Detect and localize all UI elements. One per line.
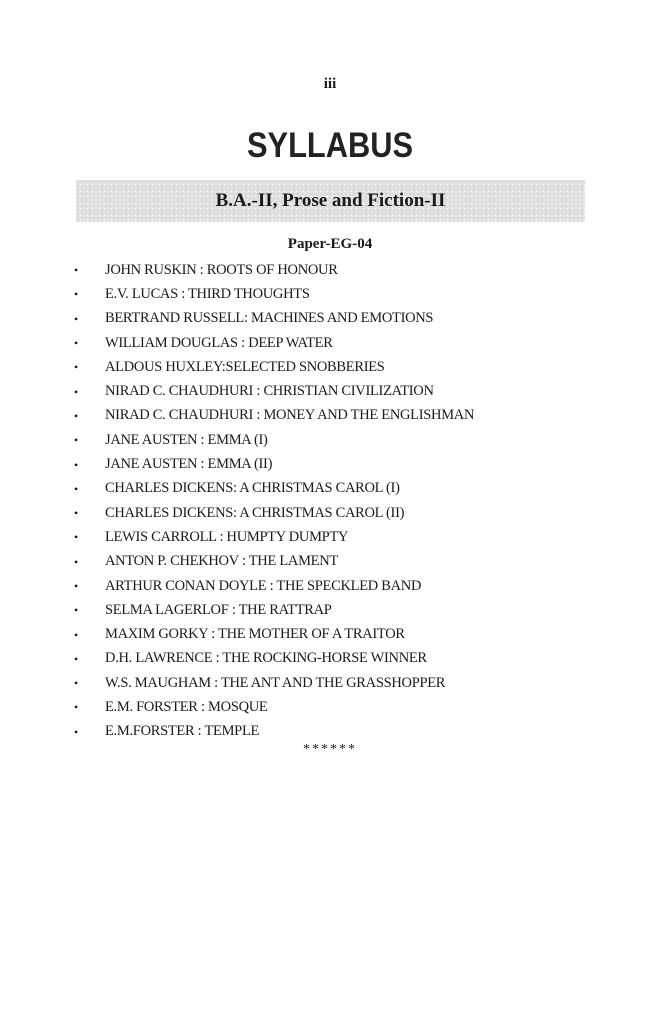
bullet-icon: • (74, 311, 78, 326)
item-text: E.M. FORSTER : MOSQUE (105, 698, 268, 715)
bullet-icon: • (74, 627, 78, 642)
bullet-icon: • (74, 506, 78, 521)
paper-code: Paper-EG-04 (287, 236, 373, 252)
list-item (74, 307, 614, 331)
bullet-icon: • (74, 676, 78, 691)
item-text: W.S. MAUGHAM : THE ANT AND THE GRASSHOPPER (105, 674, 446, 691)
bullet-icon: • (74, 408, 78, 423)
item-text: ANTON P. CHEKHOV : THE LAMENT (105, 553, 338, 570)
item-text: LEWIS CARROLL : HUMPTY DUMPTY (105, 528, 349, 545)
bullet-icon: • (74, 554, 78, 569)
item-text: E.V. LUCAS : THIRD THOUGHTS (105, 285, 310, 302)
bullet-icon: • (74, 530, 78, 545)
list-item (74, 501, 614, 525)
list-item (74, 355, 614, 379)
item-text: ALDOUS HUXLEY:SELECTED SNOBBERIES (105, 358, 385, 375)
list-item (74, 598, 614, 622)
list-item (74, 404, 614, 428)
item-text: MAXIM GORKY : THE MOTHER OF A TRAITOR (105, 626, 405, 643)
bullet-icon: • (74, 336, 78, 351)
item-text: JANE AUSTEN : EMMA (II) (105, 456, 273, 473)
bullet-icon: • (74, 724, 78, 739)
bullet-icon: • (74, 287, 78, 302)
list-item (74, 647, 614, 671)
item-text: ARTHUR CONAN DOYLE : THE SPECKLED BAND (105, 577, 422, 594)
list-item (74, 379, 614, 403)
item-text: NIRAD C. CHAUDHURI : CHRISTIAN CIVILIZATION (105, 383, 434, 400)
item-text: NIRAD C. CHAUDHURI : MONEY AND THE ENGLISHMAN (105, 407, 475, 424)
list-item (74, 550, 614, 574)
list-item (74, 477, 614, 501)
bullet-icon: • (74, 433, 78, 448)
bullet-icon: • (74, 579, 78, 593)
bullet-icon: • (74, 457, 78, 472)
item-text: CHARLES DICKENS: A CHRISTMAS CAROL (II) (105, 504, 405, 521)
list-item (74, 428, 614, 452)
list-item (74, 574, 614, 598)
page-number: iii (323, 76, 337, 92)
course-banner (76, 180, 585, 222)
bullet-icon: • (74, 263, 78, 278)
item-text: SELMA LAGERLOF : THE RATTRAP (105, 601, 332, 618)
bullet-icon: • (74, 360, 78, 375)
item-text: D.H. LAWRENCE : THE ROCKING-HORSE WINNER (105, 650, 427, 667)
bullet-icon: • (74, 384, 78, 399)
list-item (74, 331, 614, 355)
list-item (74, 525, 614, 549)
list-item (74, 452, 614, 476)
item-text: WILLIAM DOUGLAS : DEEP WATER (105, 334, 333, 351)
list-item (74, 258, 614, 282)
syllabus-list (74, 258, 614, 744)
item-text: BERTRAND RUSSELL: MACHINES AND EMOTIONS (105, 310, 434, 327)
bullet-icon: • (74, 481, 78, 496)
list-item (74, 671, 614, 695)
list-item (74, 695, 614, 719)
item-text: CHARLES DICKENS: A CHRISTMAS CAROL (I) (105, 480, 400, 497)
list-item (74, 720, 614, 744)
course-banner-text: B.A.-II, Prose and Fiction-II (215, 190, 446, 211)
bullet-icon: • (74, 700, 78, 715)
end-mark: ****** (303, 742, 357, 757)
item-text: E.M.FORSTER : TEMPLE (105, 723, 260, 740)
item-text: JANE AUSTEN : EMMA (I) (105, 431, 268, 448)
list-item (74, 622, 614, 646)
list-item (74, 282, 614, 306)
page-title: SYLLABUS (247, 126, 413, 165)
item-text: JOHN RUSKIN : ROOTS OF HONOUR (105, 261, 338, 278)
bullet-icon: • (74, 603, 78, 618)
bullet-icon: • (74, 651, 78, 666)
